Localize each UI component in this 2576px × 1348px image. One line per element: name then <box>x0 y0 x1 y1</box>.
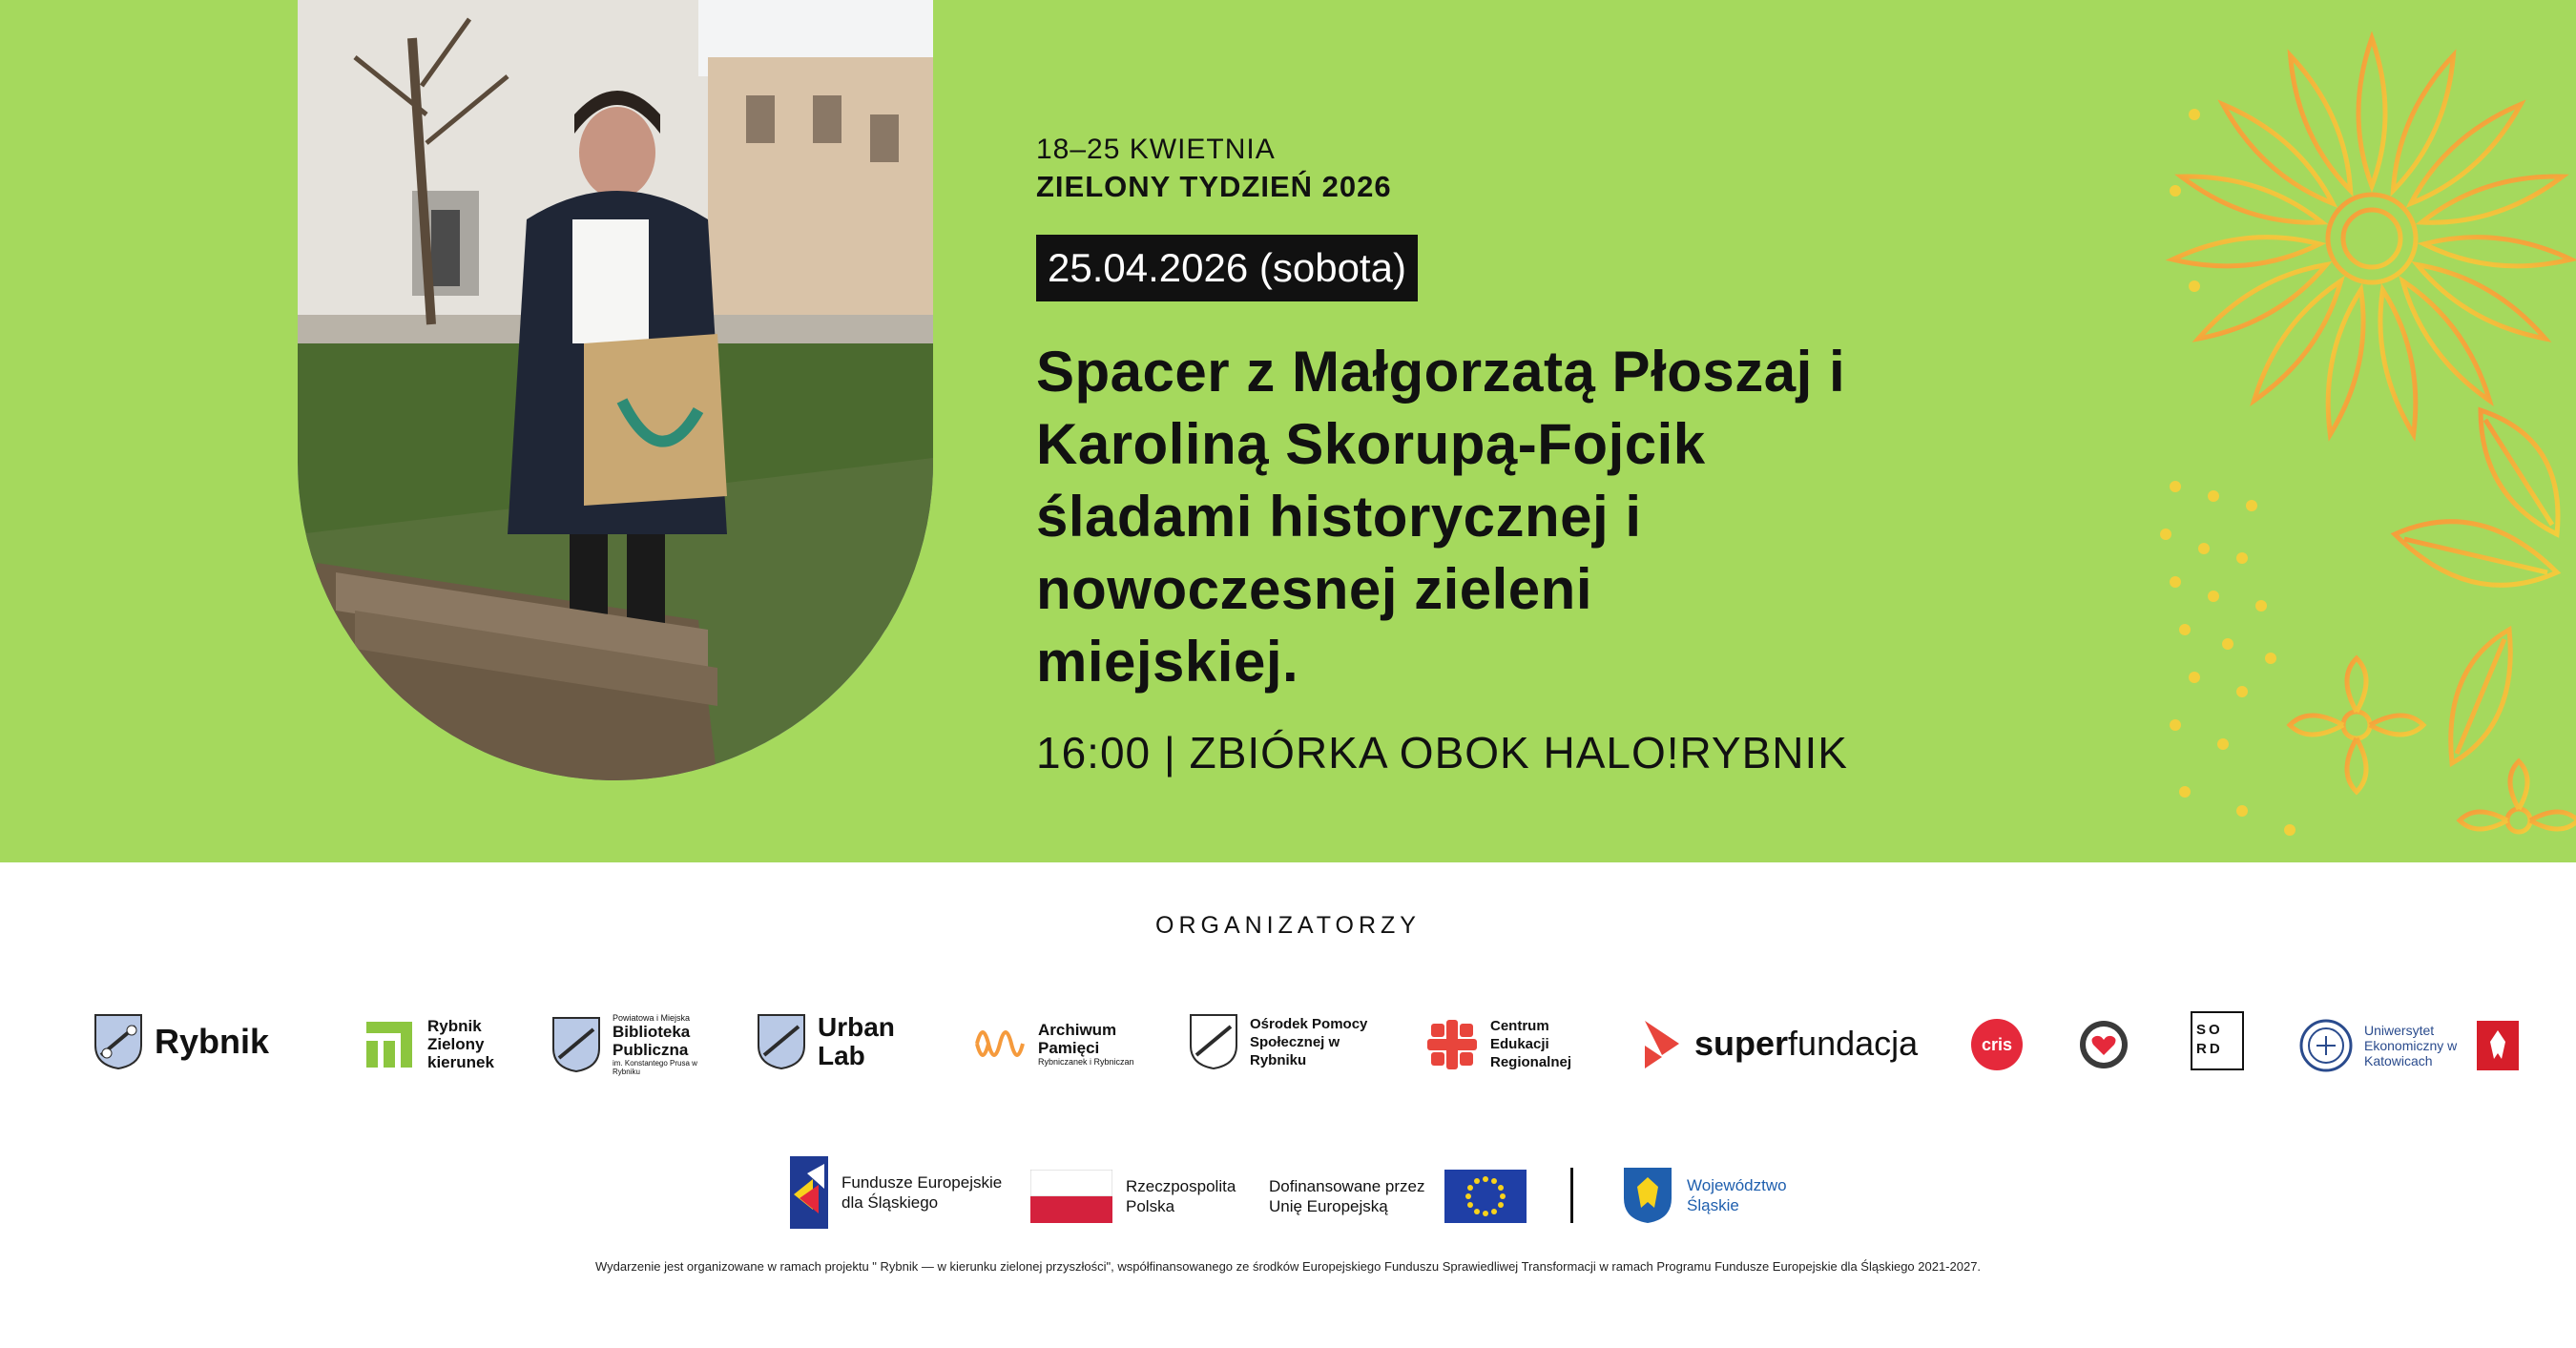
logo-unia-europejska <box>1269 1170 1527 1223</box>
logo-heart-badge <box>2078 1019 2129 1070</box>
logo-biblioteka <box>551 1013 708 1076</box>
biblioteka-name: Biblioteka Publiczna <box>613 1023 691 1059</box>
centrum-edukacji-icon <box>1425 1018 1479 1071</box>
event-title-line: miejskiej. <box>1036 630 1299 694</box>
logo-rzeczpospolita <box>1030 1170 1240 1223</box>
logo-centrum-edukacji <box>1425 1017 1586 1071</box>
wojewodztwo-slaskie-text: Województwo Śląskie <box>1687 1176 1787 1214</box>
event-title-line: nowoczesnej zieleni <box>1036 557 1592 621</box>
cris-logo-text: cris <box>1971 1019 2023 1070</box>
polish-eagle-icon <box>2477 1021 2519 1070</box>
heart-badge-icon <box>2078 1019 2129 1070</box>
rzeczpospolita-text: Rzeczpospolita Polska <box>1126 1177 1236 1215</box>
archiwum-icon <box>973 1017 1027 1070</box>
logo-ue-katowice <box>2299 1019 2519 1072</box>
event-title-line: śladami historycznej i <box>1036 485 1642 549</box>
zielony-kierunek-logo-text: Rybnik Zielony kierunek <box>427 1017 494 1071</box>
eu-flag-icon <box>1444 1170 1527 1223</box>
event-title-line: Karoliną Skorupą-Fojcik <box>1036 412 1706 476</box>
wojewodztwo-slaskie-coat-of-arms-icon <box>1622 1166 1673 1225</box>
event-photo <box>298 0 933 780</box>
polish-flag-icon <box>1030 1170 1112 1223</box>
logo-zielony-kierunek <box>363 1017 494 1071</box>
urban-lab-logo-text: Urban Lab <box>818 1012 895 1070</box>
event-date-badge: 25.04.2026 (sobota) <box>1036 235 1418 301</box>
fundusze-europejskie-text: Fundusze Europejskie dla Śląskiego <box>841 1173 1003 1212</box>
event-date-range: 18–25 KWIETNIA <box>1036 134 1276 165</box>
fundusze-europejskie-icon <box>790 1156 828 1229</box>
logo-fundusze-europejskie <box>790 1156 1004 1229</box>
event-title-line: Spacer z Małgorzatą Płoszaj i <box>1036 340 1846 404</box>
logo-superfundacja <box>1641 1017 1918 1070</box>
logo-cris <box>1971 1019 2023 1070</box>
ue-katowice-logo-text: Uniwersytet Ekonomiczny w Katowicach <box>2364 1023 2458 1068</box>
event-time-place: 16:00 | ZBIÓRKA OBOK HALO!RYBNIK <box>1036 728 1848 778</box>
logo-wojewodztwo-slaskie <box>1622 1166 1792 1225</box>
biblioteka-coat-of-arms-icon <box>551 1016 601 1073</box>
urban-lab-coat-of-arms-icon <box>757 1013 806 1070</box>
flower-decoration-icon <box>2137 0 2576 862</box>
archiwum-name: Archiwum Pamięci <box>1038 1021 1117 1057</box>
ops-logo-text: Ośrodek Pomocy Społecznej w Rybniku <box>1250 1015 1368 1068</box>
organizers-label: ORGANIZATORZY <box>1155 912 1421 939</box>
logo-rybnik <box>93 1013 269 1070</box>
centrum-edukacji-logo-text: Centrum Edukacji Regionalnej <box>1490 1018 1572 1070</box>
superfundacja-part-b: fundacja <box>1788 1024 1919 1063</box>
rybnik-logo-text: Rybnik <box>155 1022 270 1061</box>
logo-sord <box>2191 1011 2244 1070</box>
rybnik-coat-of-arms-icon <box>93 1013 143 1070</box>
archiwum-sub: Rybniczanek i Rybniczan <box>1038 1057 1134 1067</box>
logo-urban-lab <box>757 1013 913 1070</box>
zielony-kierunek-icon <box>363 1018 416 1071</box>
event-title <box>1036 336 2114 698</box>
superfundacja-logo-text <box>1694 1024 1918 1064</box>
project-footnote: Wydarzenie jest organizowane w ramach projektu " Rybnik — w kierunku zielonej przyszłości", współfinansowanego ze środków Europejskiego Funduszu Sprawiedliwej Transformacji w ramach Programu Fundusze Europejskie dla Śląskiego 2021-2027. <box>594 1259 1982 1274</box>
sord-logo-text: SO RD <box>2191 1011 2244 1070</box>
event-week-name: ZIELONY TYDZIEŃ 2026 <box>1036 170 1392 203</box>
logo-ops <box>1189 1013 1374 1070</box>
superfundacja-part-a: super <box>1694 1024 1789 1063</box>
logo-archiwum <box>973 1017 1134 1070</box>
funding-divider <box>1570 1168 1573 1223</box>
biblioteka-small: Powiatowa i Miejska <box>613 1013 691 1023</box>
ue-katowice-emblem-icon <box>2299 1019 2353 1072</box>
archiwum-text-block <box>1038 1021 1134 1067</box>
ops-coat-of-arms-icon <box>1189 1013 1238 1070</box>
biblioteka-sub: im. Konstantego Prusa w Rybniku <box>613 1059 697 1076</box>
unia-europejska-text: Dofinansowane przez Unię Europejską <box>1269 1177 1425 1215</box>
biblioteka-text-block <box>613 1013 708 1076</box>
superfundacja-icon <box>1641 1017 1683 1070</box>
